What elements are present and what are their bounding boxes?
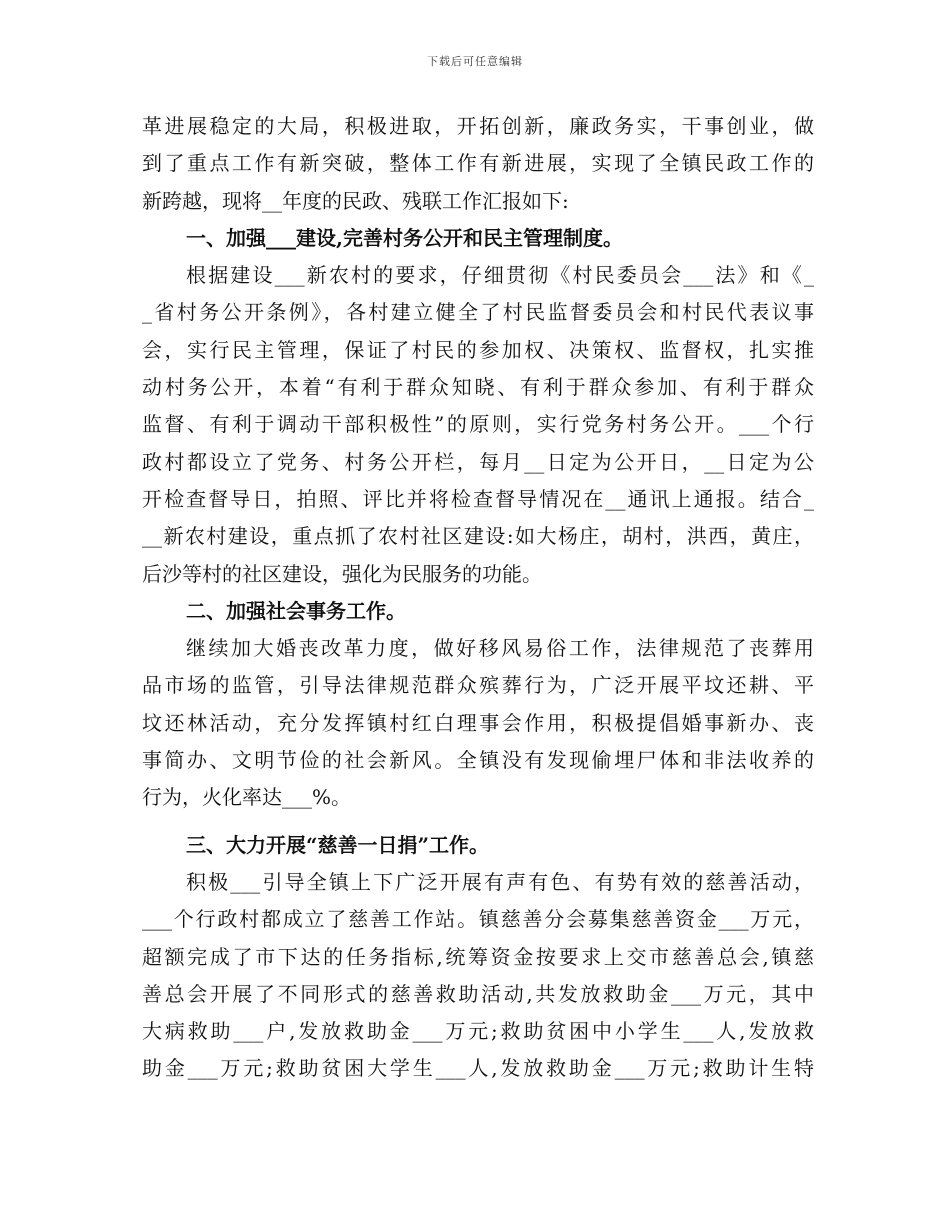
text-line: 继续加大婚丧改革力度，做好移风易俗工作，法律规范了丧葬用 <box>186 636 814 661</box>
text-line: 监督、有利于调动干部积极性”的原则，实行党务村务公开。___个行 <box>142 412 814 437</box>
document-body <box>142 108 814 1088</box>
text-line: 会，实行民主管理，保证了村民的参加权、决策权、监督权，扎实推 <box>142 337 814 362</box>
text-line: 事简办、文明节俭的社会新风。全镇没有发现偷埋尸体和非法收养的 <box>142 748 814 773</box>
text-line: 到了重点工作有新突破，整体工作有新进展，实现了全镇民政工作的 <box>142 151 814 176</box>
text-line: 善总会开展了不同形式的慈善救助活动,共发放救助金___万元，其中 <box>142 981 814 1006</box>
text-line: _省村务公开条例》，各村建立健全了村民监督委员会和村民代表议事 <box>142 300 814 325</box>
section-heading-3 <box>142 827 814 864</box>
section-heading-1 <box>142 220 814 257</box>
text-line: 政村都设立了党务、村务公开栏，每月__日定为公开日，__日定为公 <box>142 449 814 474</box>
text-line: 助金___万元;救助贫困大学生___人,发放救助金___万元;救助计生特 <box>142 1056 814 1081</box>
paragraph-gap <box>142 817 814 827</box>
section-heading-2 <box>142 593 814 630</box>
text-line: 大病救助___户,发放救助金___万元;救助贫困中小学生___人,发放救 <box>142 1019 814 1044</box>
paragraph-intro <box>142 108 814 220</box>
text-line: 行为，火化率达___%。 <box>142 785 352 810</box>
text-line: 超额完成了市下达的任务指标,统筹资金按要求上交市慈善总会,镇慈 <box>142 944 814 969</box>
text-line: 根据建设___新农村的要求，仔细贯彻《村民委员会___法》和《_ <box>186 263 814 288</box>
text-line: 积极___引导全镇上下广泛开展有声有色、有势有效的慈善活动， <box>186 869 814 894</box>
heading-text: 一、加强___建设,完善村务公开和民主管理制度。 <box>186 225 623 250</box>
paragraph-section-2 <box>142 630 814 816</box>
text-line: __新农村建设，重点抓了农村社区建设:如大杨庄，胡村，洪西，黄庄， <box>142 524 814 549</box>
text-line: 开检查督导日，拍照、评比并将检查督导情况在__通讯上通报。结合_ <box>142 486 814 511</box>
text-line: 品市场的监管，引导法律规范群众殡葬行为，广泛开展平坟还耕、平 <box>142 673 814 698</box>
text-line: 后沙等村的社区建设，强化为民服务的功能。 <box>142 561 542 586</box>
text-line: 坟还林活动，充分发挥镇村红白理事会作用，积极提倡婚事新办、丧 <box>142 710 814 735</box>
text-line: 动村务公开，本着“有利于群众知晓、有利于群众参加、有利于群众 <box>142 375 814 400</box>
heading-text: 二、加强社会事务工作。 <box>186 598 406 623</box>
header-note: 下载后可任意编辑 <box>427 55 523 68</box>
paragraph-section-3 <box>142 864 814 1088</box>
text-line: 新跨越，现将__年度的民政、残联工作汇报如下: <box>142 188 569 213</box>
text-line: ___个行政村都成立了慈善工作站。镇慈善分会募集慈善资金___万元， <box>142 907 814 932</box>
paragraph-section-1 <box>142 257 814 593</box>
heading-text: 三、大力开展“慈善一日捐”工作。 <box>186 832 490 857</box>
text-line: 革进展稳定的大局，积极进取，开拓创新，廉政务实，干事创业，做 <box>142 114 814 138</box>
